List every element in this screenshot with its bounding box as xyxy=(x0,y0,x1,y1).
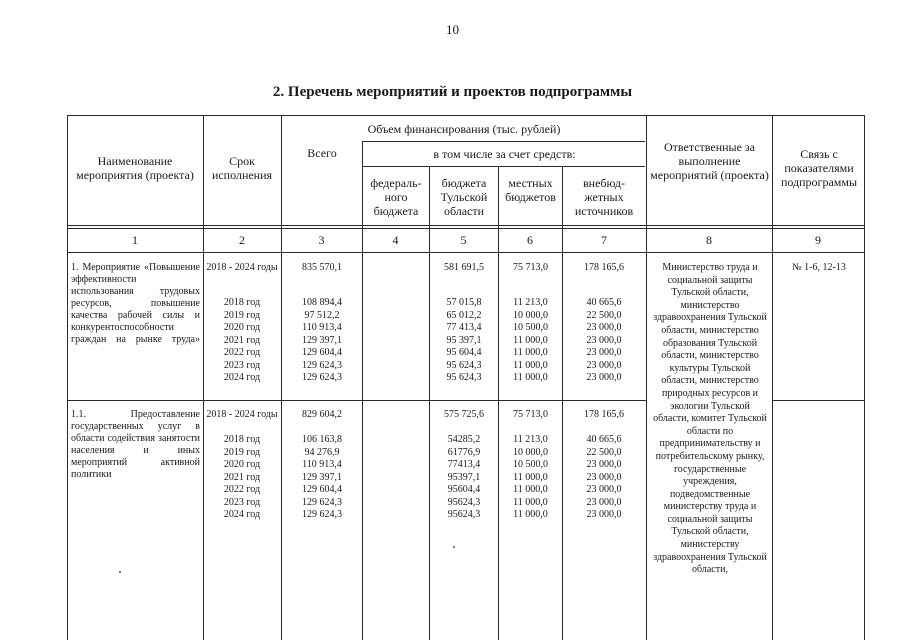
table-cell: 23 000,0 xyxy=(586,484,622,495)
col-number: 2 xyxy=(239,233,245,247)
table-cell: 2022 год xyxy=(223,484,261,495)
table-cell: 65 012,2 xyxy=(446,309,482,321)
table-cell: 2023 год xyxy=(223,359,261,371)
table-cell: 2019 год xyxy=(223,309,261,321)
extra-values xyxy=(564,434,644,522)
table-cell: 61776,9 xyxy=(447,446,481,458)
local-head: 75 713,0 xyxy=(513,262,548,273)
table-cell: 11 213,0 xyxy=(513,297,548,308)
col-number: 8 xyxy=(706,233,712,247)
table-cell: 23 000,0 xyxy=(586,509,622,520)
header-including: в том числе за счет средств: xyxy=(433,147,576,161)
table-cell: 2019 год xyxy=(223,446,261,458)
col-number: 7 xyxy=(601,233,607,247)
regional-values xyxy=(431,297,497,385)
table-cell: 22 500,0 xyxy=(586,309,622,321)
table-cell: 23 000,0 xyxy=(586,347,622,358)
regional-head: 575 725,6 xyxy=(444,409,484,420)
col-number: 4 xyxy=(392,233,399,247)
header-total: Всего xyxy=(307,146,337,160)
table-cell: 40 665,6 xyxy=(586,297,622,308)
table-cell: 22 500,0 xyxy=(586,446,622,458)
table-row-period: 2018 - 2024 годы xyxy=(206,409,278,420)
table-cell: 10 000,0 xyxy=(513,309,548,321)
table-cell: 10 500,0 xyxy=(513,322,548,333)
table-row-name: 1.1. Предоставление государственных услуг в области содействия занятости населения и иных мероприятий активной политики xyxy=(71,409,200,480)
table-cell: 95 397,1 xyxy=(446,334,482,346)
page-title: 2. Перечень мероприятий и проектов подпрограммы xyxy=(272,84,633,100)
total-values xyxy=(284,434,360,522)
table-cell: 95 624,3 xyxy=(446,359,482,371)
header-funding: Объем финансирования (тыс. рублей) xyxy=(367,122,561,136)
table-cell: 94 276,9 xyxy=(304,446,340,458)
table-cell: 2018 год xyxy=(223,297,261,308)
table-cell: 11 000,0 xyxy=(513,496,548,508)
indicator-link: № 1-6, 12-13 xyxy=(792,262,846,273)
col-number: 5 xyxy=(460,233,467,247)
col-number: 6 xyxy=(527,233,533,247)
table-cell: 129 397,1 xyxy=(302,334,342,346)
page-number: 10 xyxy=(446,22,459,37)
table-cell: 2020 год xyxy=(223,322,261,333)
table-row-name: 1. Мероприятие «Повышение эффективности использования трудовых ресурсов, повышение качества рабочей силы и конкурентоспособности граждан на рынке труда» xyxy=(71,262,200,345)
table-cell: 11 000,0 xyxy=(513,509,548,520)
table-cell: 106 163,8 xyxy=(302,434,342,445)
table-cell: 95 604,4 xyxy=(446,347,482,358)
table-cell: 11 000,0 xyxy=(513,372,548,383)
header-link: Связь с показателями подпрограммы xyxy=(780,147,858,189)
table-cell: 40 665,6 xyxy=(586,434,622,445)
local-values xyxy=(500,434,561,522)
table-cell: 129 624,3 xyxy=(302,496,342,508)
table-cell: 129 604,4 xyxy=(302,484,342,495)
table-cell: 54285,2 xyxy=(447,434,481,445)
table-cell: 110 913,4 xyxy=(302,459,342,470)
table-cell: 11 000,0 xyxy=(513,471,548,483)
years-list xyxy=(206,297,278,385)
table-cell: 11 000,0 xyxy=(513,347,548,358)
table-cell: 129 604,4 xyxy=(302,347,342,358)
table-cell: 77413,4 xyxy=(447,459,481,470)
table-cell: 11 000,0 xyxy=(513,334,548,346)
table-cell: 95604,4 xyxy=(447,484,481,495)
table-cell: 23 000,0 xyxy=(586,372,622,383)
col-number: 9 xyxy=(815,233,821,247)
total-values xyxy=(284,297,360,385)
table-cell: 11 213,0 xyxy=(513,434,548,445)
header-extra: внебюд-жетных источников xyxy=(574,176,634,218)
table-cell: 95624,3 xyxy=(447,496,481,508)
total-head: 835 570,1 xyxy=(302,262,342,273)
table-cell: 108 894,4 xyxy=(302,297,342,308)
header-name: Наименование мероприятия (проекта) xyxy=(76,154,194,182)
scan-speck xyxy=(119,571,121,573)
table-cell: 95624,3 xyxy=(447,509,481,520)
table-cell: 95397,1 xyxy=(447,471,481,483)
table-cell: 2021 год xyxy=(223,334,261,346)
table-cell: 77 413,4 xyxy=(446,322,482,333)
table-cell: 97 512,2 xyxy=(304,309,340,321)
table-cell: 129 397,1 xyxy=(302,471,342,483)
col-number: 1 xyxy=(132,233,138,247)
table-cell: 10 500,0 xyxy=(513,459,548,470)
regional-values xyxy=(431,434,497,522)
table-cell: 2023 год xyxy=(223,496,261,508)
table-cell: 2022 год xyxy=(223,347,261,358)
table-row-period: 2018 - 2024 годы xyxy=(206,262,278,273)
regional-head: 581 691,5 xyxy=(444,262,484,273)
col-number: 3 xyxy=(318,233,325,247)
total-head: 829 604,2 xyxy=(302,409,342,420)
table-cell: 11 000,0 xyxy=(513,359,548,371)
table-cell: 23 000,0 xyxy=(586,334,622,346)
table-cell: 129 624,3 xyxy=(302,509,342,520)
table-cell: 23 000,0 xyxy=(586,459,622,470)
table-cell: 2020 год xyxy=(223,459,261,470)
table-cell: 2024 год xyxy=(223,372,261,383)
table-cell: 2018 год xyxy=(223,434,261,445)
table-cell: 23 000,0 xyxy=(586,322,622,333)
table-cell: 23 000,0 xyxy=(586,471,622,483)
responsible-text: Министерство труда и социальной защиты Тульской области, министерство здравоохранения Тульской области, министерство образования Тульской области, министерство культуры Тульской области, министерство природных ресурсов и экологии Тульской области, комитет Тульской области по предпринимательству и потребительскому рынку, государственные учреждения, подведомственные министерству труда и социальной защиты Тульской области, министерству здравоохранения Тульской области, xyxy=(653,262,767,576)
local-values xyxy=(500,297,561,385)
header-term: Срок исполнения xyxy=(211,154,273,182)
table-cell: 129 624,3 xyxy=(302,359,342,371)
table-cell: 10 000,0 xyxy=(513,446,548,458)
table-cell: 2021 год xyxy=(223,471,261,483)
header-local: местных бюджетов xyxy=(505,176,556,204)
extra-head: 178 165,6 xyxy=(584,262,624,273)
table-cell: 2024 год xyxy=(223,509,261,520)
scan-speck xyxy=(453,546,455,548)
table-cell: 57 015,8 xyxy=(446,297,482,308)
header-responsible: Ответственные за выполнение мероприятий (проекта) xyxy=(650,140,769,182)
extra-values xyxy=(564,297,644,385)
extra-head: 178 165,6 xyxy=(584,409,624,420)
table-cell: 129 624,3 xyxy=(302,372,342,383)
header-regional: бюджета Тульской области xyxy=(440,176,488,218)
table-cell: 95 624,3 xyxy=(446,372,482,383)
years-list xyxy=(206,434,278,522)
table-cell: 23 000,0 xyxy=(586,496,622,508)
header-federal: федераль-ного бюджета xyxy=(370,176,422,218)
table-cell: 23 000,0 xyxy=(586,359,622,371)
table-cell: 110 913,4 xyxy=(302,322,342,333)
local-head: 75 713,0 xyxy=(513,409,548,420)
table-cell: 11 000,0 xyxy=(513,484,548,495)
